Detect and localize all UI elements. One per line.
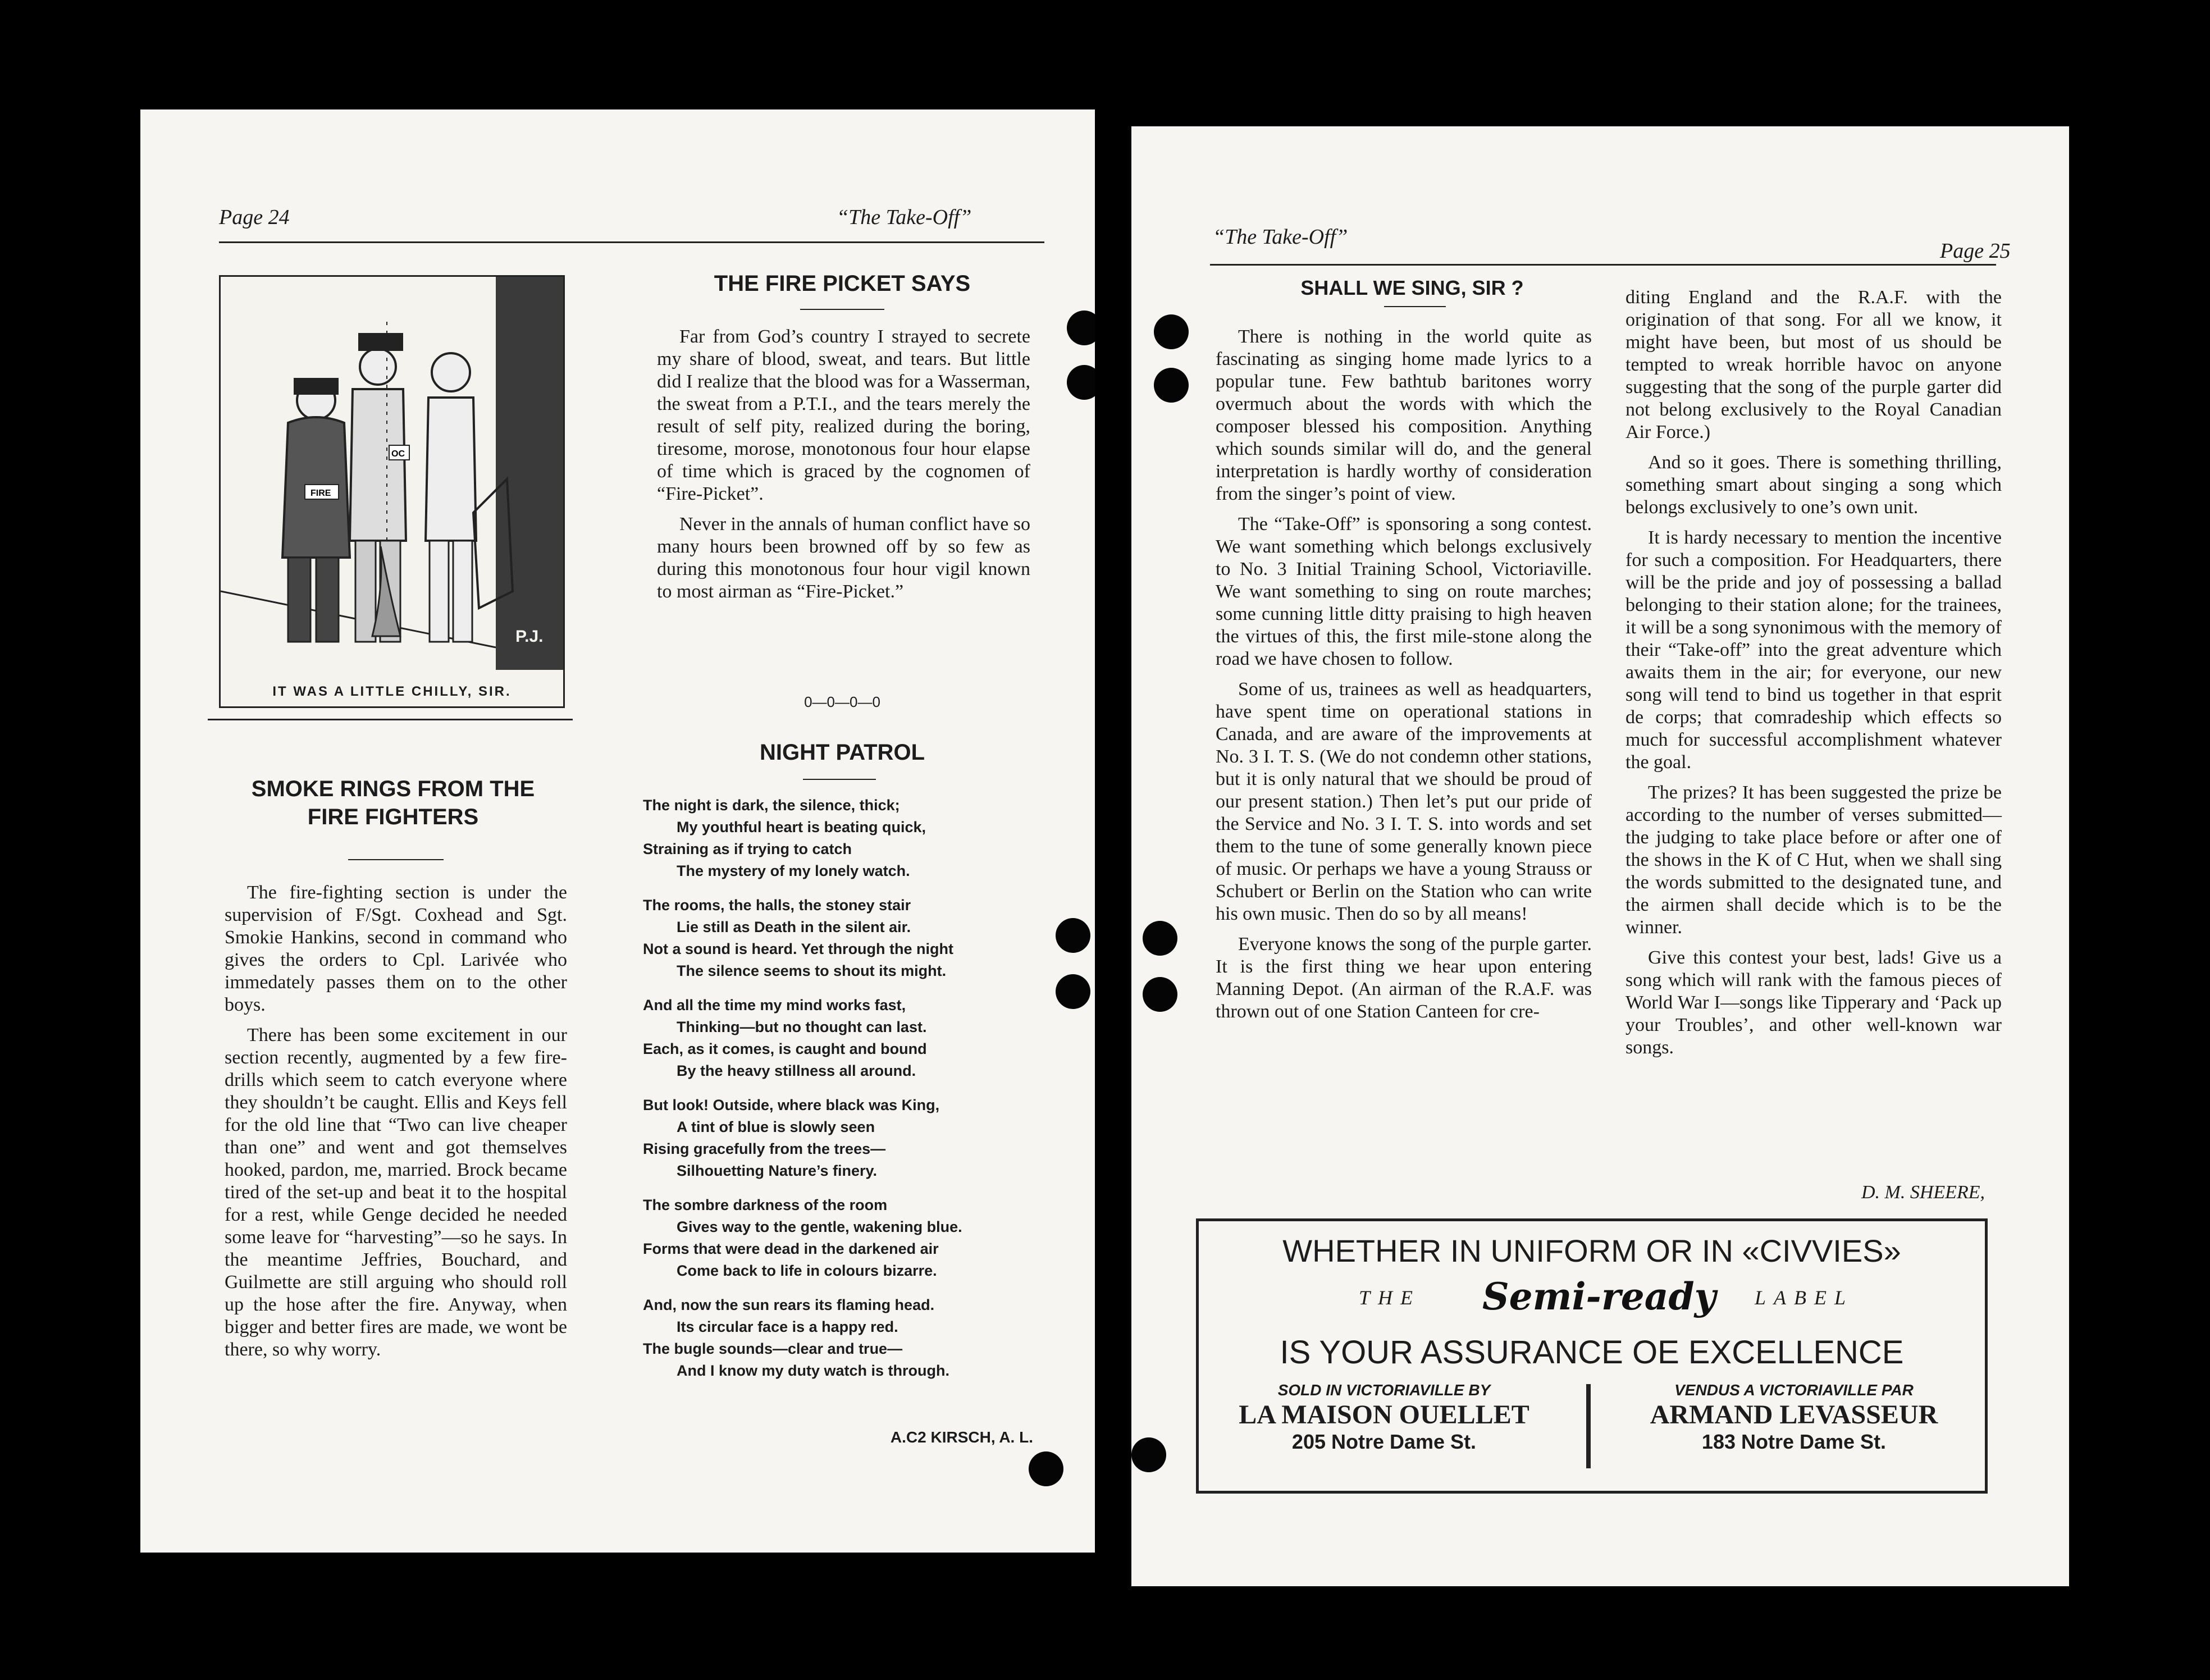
ad-left-sold-by: SOLD IN VICTORIAVILLE BY bbox=[1277, 1381, 1491, 1399]
fire-picket-rule bbox=[800, 309, 884, 310]
shall-we-sing-paragraph: There is nothing in the world quite as fascinating as singing home made lyrics to a popular tune. Few bathtub baritones worry overmuch about the words with which the composer blessed his composition. Anything which sounds similar will do, and the general interpretation is hardly worthy of consideration from the singer’s point of view. bbox=[1216, 326, 1592, 504]
shall-we-sing-paragraph: Some of us, trainees as well as headquarters, have spent time on operational stations in Canada, and are aware of the improvements at No. 3 I. T. S. (We do not condemn other stations, but it is only natural that we should be proud of our present station.) Then let’s put our pride of the Service and No. 3 I. T. S. into words and set them to the tune of some generally known piece of music. Or perhaps we have a young Strauss or Schubert or Berlin on the Station who can write his own music. Then do so by all means! bbox=[1216, 679, 1592, 924]
right-page bbox=[1131, 126, 2069, 1586]
poem-line: Rising gracefully from the trees— bbox=[643, 1140, 886, 1157]
cartoon-signature: P.J. bbox=[515, 627, 544, 646]
cartoon-caption: IT WAS A LITTLE CHILLY, SIR. bbox=[272, 684, 512, 699]
smoke-rings-title bbox=[225, 775, 561, 831]
binder-hole-icon bbox=[1143, 977, 1177, 1012]
shall-we-sing-column-1 bbox=[1216, 326, 1592, 1031]
fire-picket-article bbox=[657, 326, 1030, 611]
poem-line: The rooms, the halls, the stoney stair bbox=[643, 897, 911, 914]
ad-headline: WHETHER IN UNIFORM OR IN «CIVVIES» bbox=[1282, 1233, 1901, 1268]
poem-stanza-5 bbox=[643, 1194, 1036, 1282]
shall-we-sing-paragraph: diting England and the R.A.F. with the origination of that song. For all we know, it might have been, but most of us should be tempted to wreak horrible havoc on anyone suggesting that the song of the purple garter did not belong exclusively to the Royal Canadian Air Force.) bbox=[1625, 287, 2002, 442]
poem-stanza-2 bbox=[643, 894, 1036, 982]
poem-line: Each, as it comes, is caught and bound bbox=[643, 1040, 927, 1057]
ad-left-store-name: LA MAISON OUELLET bbox=[1239, 1400, 1529, 1430]
shall-we-sing-paragraph: The “Take-Off” is sponsoring a song contest. We want something which belongs exclusively to No. 3 Initial Training School, Victoriaville. We want something to sing on route marches; some cunning little ditty praising to high heaven the virtues of this, the first mile-stone along the road we have chosen to follow. bbox=[1216, 514, 1592, 669]
poem-line: Silhouetting Nature’s finery. bbox=[677, 1162, 878, 1179]
ad-divider-ornament-icon bbox=[1586, 1384, 1591, 1468]
cartoon-bottom-rule bbox=[208, 719, 573, 720]
poem-line: Thinking—but no thought can last. bbox=[677, 1019, 927, 1035]
ad-label: LABEL bbox=[1755, 1286, 1854, 1309]
smoke-rings-title-line2: FIRE FIGHTERS bbox=[307, 805, 479, 829]
ad-left-store-block bbox=[1210, 1381, 1558, 1454]
binder-hole-icon bbox=[1143, 921, 1177, 956]
shall-we-sing-rule bbox=[1384, 306, 1446, 307]
ad-left-address: 205 Notre Dame St. bbox=[1291, 1430, 1477, 1453]
shall-we-sing-column-2 bbox=[1625, 286, 2002, 1067]
poem-line: Not a sound is heard. Yet through the night bbox=[643, 941, 954, 957]
poem-line: My youthful heart is beating quick, bbox=[677, 819, 926, 836]
cartoon-armband-oc: OC bbox=[391, 449, 405, 459]
publication-header-left: “The Take-Off” bbox=[837, 206, 972, 229]
fire-picket-title: THE FIRE PICKET SAYS bbox=[714, 271, 971, 296]
shall-we-sing-paragraph: The prizes? It has been suggested the prize be according to the number of verses submitted—the judging to take place before or after one of the shows in the K of C Hut, when we shall sing the words submitted to the designated tune, and the airmen shall decide which is to be the winner. bbox=[1625, 782, 2002, 938]
poem-stanza-4 bbox=[643, 1094, 1036, 1182]
cartoon-armband-fire: FIRE bbox=[311, 489, 331, 498]
shall-we-sing-author: D. M. SHEERE, bbox=[1861, 1182, 1985, 1203]
poem-line: Gives way to the gentle, wakening blue. bbox=[677, 1218, 962, 1235]
poem-line: But look! Outside, where black was King, bbox=[643, 1097, 940, 1113]
night-patrol-author: A.C2 KIRSCH, A. L. bbox=[890, 1428, 1033, 1446]
binder-hole-icon bbox=[1056, 918, 1090, 953]
ad-right-store-name: ARMAND LEVASSEUR bbox=[1650, 1400, 1938, 1430]
semi-ready-advertisement bbox=[1196, 1218, 1988, 1494]
page-number-left: Page 24 bbox=[219, 206, 290, 229]
shall-we-sing-paragraph: Everyone knows the song of the purple garter. It is the first thing we hear upon entering Manning Depot. (An airman of the R.A.F. was thrown out of one Station Canteen for cre- bbox=[1216, 934, 1592, 1022]
shall-we-sing-title: SHALL WE SING, SIR ? bbox=[1300, 276, 1524, 299]
shall-we-sing-paragraph: And so it goes. There is something thrilling, something smart about singing a song which belongs exclusively to one’s own unit. bbox=[1625, 452, 2002, 518]
poem-line: The silence seems to shout its might. bbox=[677, 962, 947, 979]
publication-header-right: “The Take-Off” bbox=[1213, 225, 1348, 249]
poem-line: Forms that were dead in the darkened air bbox=[643, 1240, 939, 1257]
cartoon-illustration-icon bbox=[221, 277, 563, 670]
shall-we-sing-paragraph: It is hardy necessary to mention the incentive for such a composition. For Headquarters, there will be the pride and joy of possessing a ballad belonging to their station alone; for the trainees, it will be a song synonimous with the memory of their “Take-off” into the great adventure which awaits them in the air; for everyone, our new song will tend to bind us together in that esprit de corps; that comradeship which effects so much for successful accomplishment whatever the goal. bbox=[1625, 527, 2002, 773]
fire-picket-paragraph-1: Far from God’s country I strayed to secrete my share of blood, sweat, and tears. But little did I realize that the blood was for a Wasserman, the sweat from a P.T.I., and the tears merely the result of self pity, realized during the boring, tiresome, morose, monotonous four hour elapse of time which is graced by the cognomen of “Fire-Picket”. bbox=[657, 326, 1030, 504]
poem-line: The sombre darkness of the room bbox=[643, 1197, 888, 1213]
ad-the: THE bbox=[1359, 1286, 1421, 1309]
poem-stanza-6 bbox=[643, 1294, 1036, 1382]
poem-line: Its circular face is a happy red. bbox=[677, 1318, 898, 1335]
poem-line: By the heavy stillness all around. bbox=[677, 1062, 916, 1079]
poem-line: Lie still as Death in the silent air. bbox=[677, 919, 911, 935]
shall-we-sing-paragraph: Give this contest your best, lads! Give us a song which will rank with the famous pieces of World War I—songs like Tipperary and ‘Pack up your Troubles’, and other well-known war songs. bbox=[1625, 947, 2002, 1058]
fire-picket-paragraph-2: Never in the annals of human conflict have so many hours been browned off by so few as during this monotonous four hour vigil known to most airman as “Fire-Picket.” bbox=[657, 514, 1031, 602]
poem-line: Come back to life in colours bizarre. bbox=[677, 1262, 937, 1279]
binder-hole-icon bbox=[1067, 365, 1095, 400]
poem-line: And I know my duty watch is through. bbox=[677, 1362, 950, 1379]
smoke-rings-title-line1: SMOKE RINGS FROM THE bbox=[251, 777, 535, 801]
fire-picket-separator: 0—0—0—0 bbox=[804, 693, 880, 710]
poem-line: And all the time my mind works fast, bbox=[643, 997, 906, 1014]
semi-ready-logo: Semi-ready bbox=[1482, 1275, 1716, 1318]
smoke-rings-paragraph-1: The fire-fighting section is under the supervision of F/Sgt. Coxhead and Sgt. Smokie Hankins, second in command who gives the orders to Cpl. Larivée who immedately passes them on to the other boys. bbox=[225, 882, 567, 1015]
header-rule-right bbox=[1210, 264, 1996, 266]
page-number-right: Page 25 bbox=[1940, 239, 2011, 263]
poem-line: The bugle sounds—clear and true— bbox=[643, 1340, 903, 1357]
left-page bbox=[140, 109, 1095, 1553]
night-patrol-rule bbox=[803, 779, 876, 780]
ad-right-store-block bbox=[1620, 1381, 1968, 1454]
poem-line: And, now the sun rears its flaming head. bbox=[643, 1296, 935, 1313]
poem-line: Straining as if trying to catch bbox=[643, 841, 852, 857]
ad-assurance: IS YOUR ASSURANCE OE EXCELLENCE bbox=[1280, 1334, 1904, 1371]
binder-hole-icon bbox=[1056, 974, 1090, 1009]
binder-hole-icon bbox=[1067, 311, 1095, 345]
fire-picket-cartoon bbox=[219, 275, 565, 708]
poem-line: The night is dark, the silence, thick; bbox=[643, 797, 900, 814]
smoke-rings-rule bbox=[348, 859, 444, 860]
night-patrol-poem bbox=[643, 795, 1036, 1394]
smoke-rings-article bbox=[225, 882, 567, 1369]
poem-line: The mystery of my lonely watch. bbox=[677, 862, 910, 879]
binder-hole-icon bbox=[1131, 1437, 1166, 1472]
poem-stanza-3 bbox=[643, 994, 1036, 1082]
ad-right-sold-by: VENDUS A VICTORIAVILLE PAR bbox=[1674, 1381, 1914, 1399]
ad-right-address: 183 Notre Dame St. bbox=[1701, 1430, 1887, 1453]
night-patrol-title: NIGHT PATROL bbox=[759, 740, 925, 765]
poem-stanza-1 bbox=[643, 795, 1036, 882]
header-rule-left bbox=[219, 241, 1044, 243]
poem-line: A tint of blue is slowly seen bbox=[677, 1119, 875, 1135]
binder-hole-icon bbox=[1154, 368, 1189, 403]
smoke-rings-paragraph-2: There has been some excitement in our section recently, augmented by a few fire-drills which seem to catch everyone where they shouldn’t be caught. Ellis and Keys fell for the old line that “Two can live cheaper than one” and went and got themselves hooked, pardon, me, married. Brock became tired of the set-up and beat it to the hospital for a rest, while Genge decided he needed some leave for “harvesting”—so he says. In the meantime Jeffries, Bouchard, and Guilmette are still arguing who should roll up the hose after the fire. Anyway, when bigger and better fires are made, we wont be there, so why worry. bbox=[225, 1025, 567, 1360]
binder-hole-icon bbox=[1154, 314, 1189, 349]
binder-hole-icon bbox=[1029, 1451, 1063, 1486]
